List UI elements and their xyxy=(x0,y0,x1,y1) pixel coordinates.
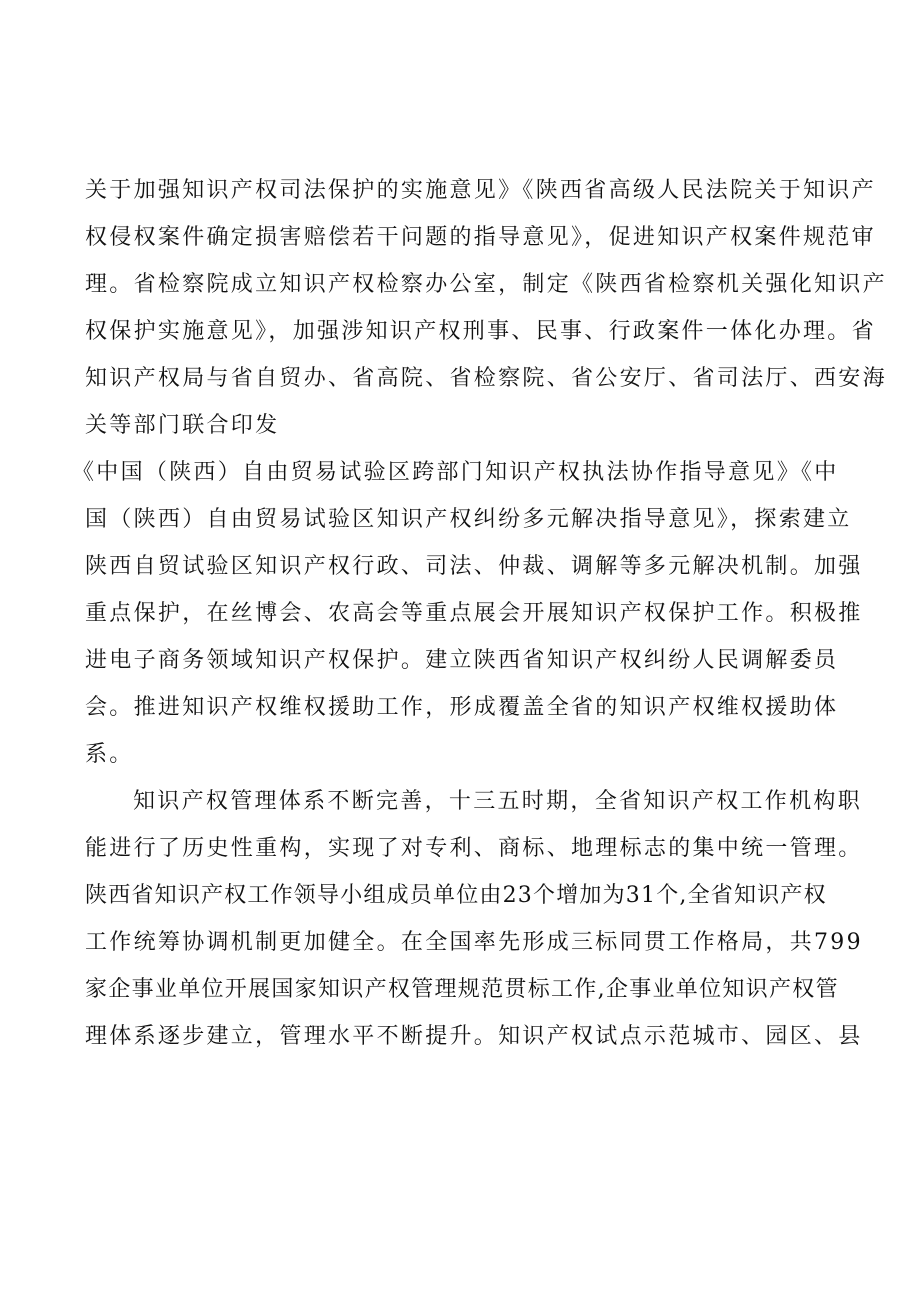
text-line: 家企事业单位开展国家知识产权管理规范贯标工作,企事业单位知识产权管 xyxy=(85,977,839,1002)
text-line: 陕西自贸试验区知识产权行政、司法、仲裁、调解等多元解决机制。加强 xyxy=(85,554,863,579)
text-line: 陕西省知识产权工作领导小组成员单位由23个增加为31个,全省知识产权 xyxy=(85,883,827,908)
text-line: 重点保护，在丝博会、农高会等重点展会开展知识产权保护工作。积极推 xyxy=(85,601,863,626)
text-line: 知识产权局与省自贸办、省高院、省检察院、省公安厅、省司法厅、西安海 xyxy=(85,366,887,391)
text-line: 工作统筹协调机制更加健全。在全国率先形成三标同贯工作格局，共799 xyxy=(85,930,863,955)
text-line: 关于加强知识产权司法保护的实施意见》《陕西省高级人民法院关于知识产 xyxy=(85,178,876,203)
text-line: 理。省检察院成立知识产权检察办公室，制定《陕西省检察机关强化知识产 xyxy=(85,272,887,297)
text-line: 系。 xyxy=(85,742,134,767)
text-line: 国（陕西）自由贸易试验区知识产权纠纷多元解决指导意见》，探索建立 xyxy=(85,507,852,532)
text-line: 权保护实施意见》，加强涉知识产权刑事、民事、行政案件一体化办理。省 xyxy=(85,319,876,344)
text-line: 会。推进知识产权维权援助工作，形成覆盖全省的知识产权维权援助体 xyxy=(85,695,839,720)
text-line: 关等部门联合印发 xyxy=(85,413,280,438)
text-line: 理体系逐步建立，管理水平不断提升。知识产权试点示范城市、园区、县 xyxy=(85,1024,863,1049)
text-line: 《中国（陕西）自由贸易试验区跨部门知识产权执法协作指导意见》《中 xyxy=(72,460,839,485)
text-line: 知识产权管理体系不断完善，十三五时期，全省知识产权工作机构职 xyxy=(133,789,863,814)
text-line: 能进行了历史性重构，实现了对专利、商标、地理标志的集中统一管理。 xyxy=(85,836,863,861)
text-line: 进电子商务领域知识产权保护。建立陕西省知识产权纠纷人民调解委员 xyxy=(85,648,839,673)
text-line: 权侵权案件确定损害赔偿若干问题的指导意见》，促进知识产权案件规范审 xyxy=(85,225,876,250)
